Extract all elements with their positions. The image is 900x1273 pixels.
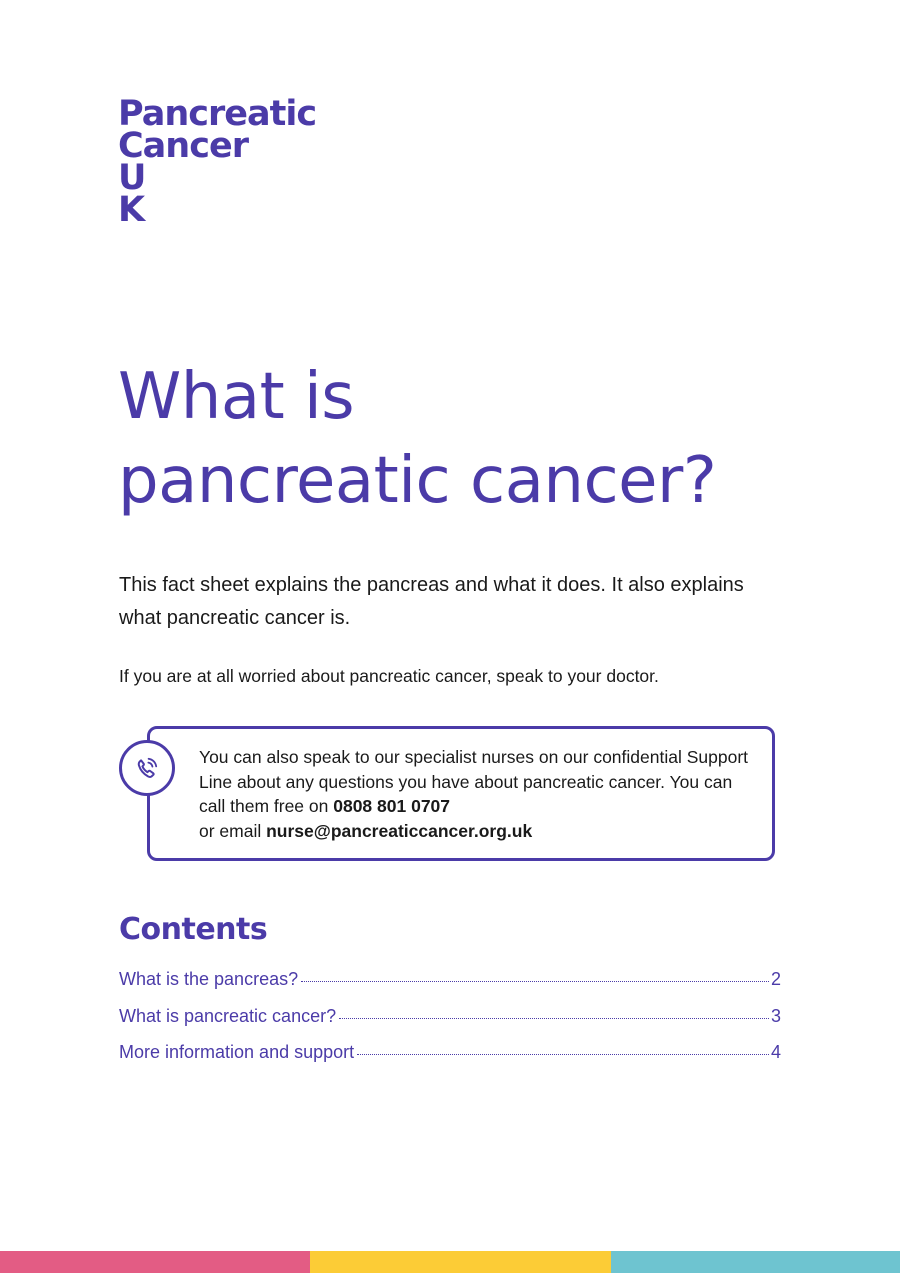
contents-item-pancreas[interactable] [119,969,781,1006]
intro-paragraph: This fact sheet explains the pancreas and what it does. It also explains what pancreatic cancer is. [119,574,744,629]
contents-list [119,969,781,1079]
support-text-email-prefix: or email [199,820,267,841]
footer-color-stripes [0,1251,900,1273]
logo-line-3: U [118,158,146,198]
footer-stripe-pink [0,1251,310,1273]
support-text-intro: You can also speak to our specialist nurses on our confidential Support Line about any questions you have about pancreatic cancer. You can call them free on [199,747,749,816]
contents-leader-dots [339,1018,769,1019]
contents-item-more-information[interactable] [119,1042,781,1079]
contents-item-page: 2 [770,969,781,989]
contents-item-page: 4 [770,1042,781,1062]
phone-icon [119,740,175,796]
contents-item-page: 3 [770,1005,781,1026]
support-line-text [199,745,759,843]
logo-line-1: Pancreatic [118,94,317,134]
footer-stripe-teal [611,1251,900,1273]
contents-leader-dots [357,1054,769,1055]
page-title-line-1: What is [118,360,355,434]
support-phone-number[interactable]: 0808 801 0707 [333,796,451,816]
page-title [118,355,716,523]
footer-stripe-yellow [310,1251,611,1273]
phone-icon-glyph [132,753,162,783]
contents-item-label: What is pancreatic cancer? [119,1005,337,1026]
contents-item-label: More information and support [119,1042,355,1062]
contents-item-label: What is the pancreas? [119,969,299,989]
doctor-advice-paragraph: If you are at all worried about pancreatic cancer, speak to your doctor. [119,666,659,686]
contents-heading: Contents [119,912,268,947]
logo-line-4: K [118,190,145,230]
contents-leader-dots [301,981,769,982]
pancreatic-cancer-uk-logo [118,94,317,230]
contents-item-pancreatic-cancer[interactable] [119,1006,781,1043]
logo-line-2: Cancer [118,126,248,166]
support-email-link[interactable]: nurse@pancreaticcancer.org.uk [266,820,533,841]
page-title-line-2: pancreatic cancer? [118,444,717,518]
